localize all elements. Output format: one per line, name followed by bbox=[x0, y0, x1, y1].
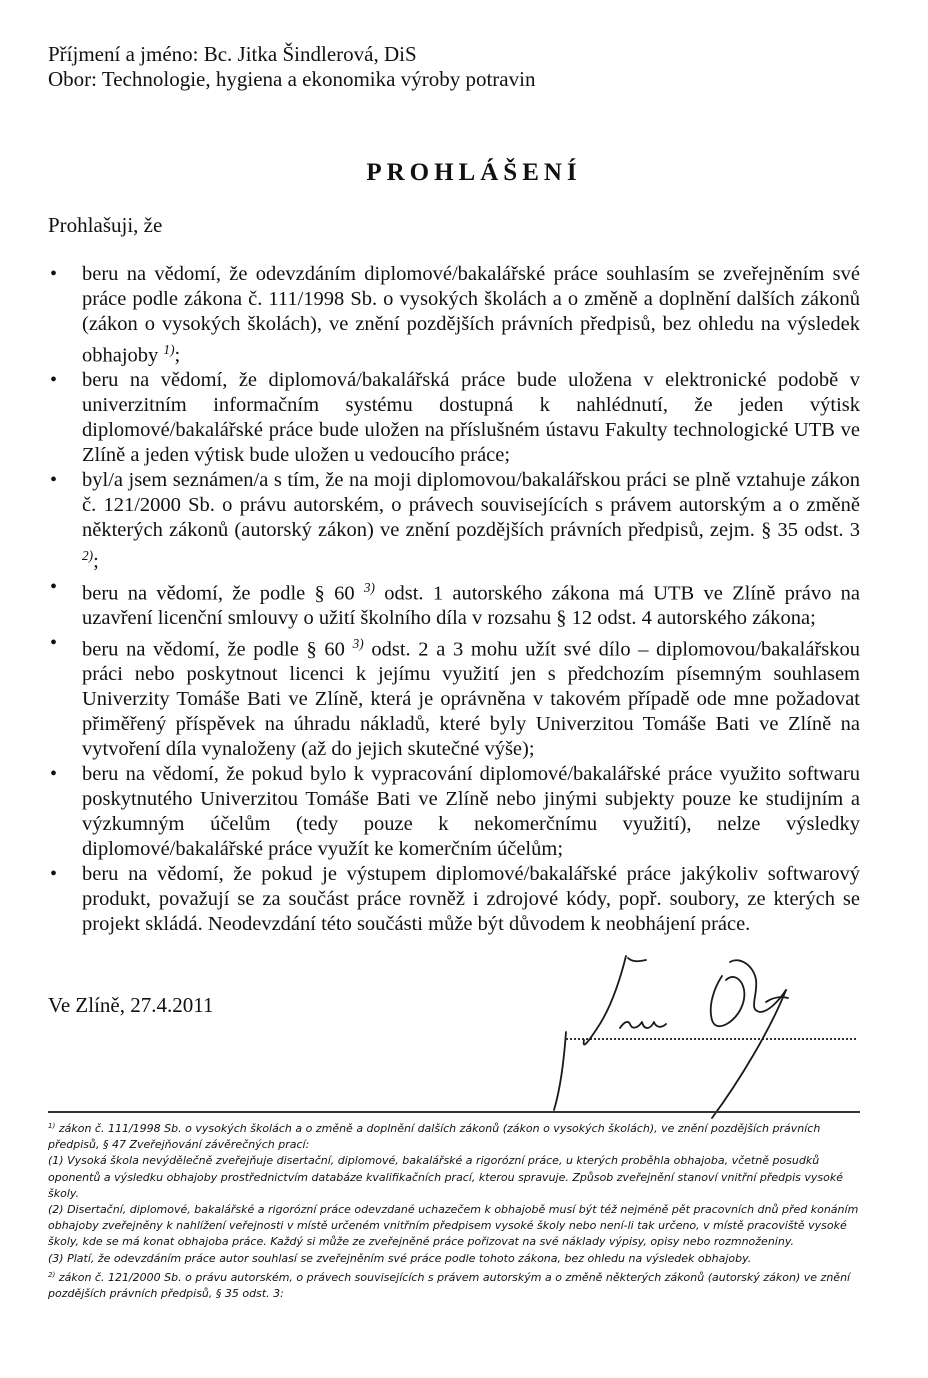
footnotes bbox=[48, 1118, 860, 1302]
intro-text: Prohlašuji, že bbox=[48, 213, 163, 237]
declaration-item: • beru na vědomí, že podle § 60 $^{3)}$ odst. 1 autorského zákona má UTB ve Zlíně právo na uzavření licenční smlouvy o užití školního díla v rozsahu § 12 odst. 4 autorského zákona; bbox=[50, 575, 860, 629]
bullet-icon: • bbox=[50, 575, 58, 598]
bullet-icon: • bbox=[50, 263, 58, 285]
declaration-item: • beru na vědomí, že odevzdáním diplomové/bakalářské práce souhlasím se zveřejněním své práce podle zákona č. 111/1998 Sb. o vysokých školách a o změně a doplnění dalších zákonů (zákon o vysokých školách), ve znění pozdějších právních předpisů, bez ohledu na výsledek obhajoby $^{1)}$; bbox=[50, 263, 860, 367]
declaration-item: • beru na vědomí, že pokud je výstupem diplomové/bakalářské práce jakýkoliv softwarový produkt, považují se za součást práce rovněž i zdrojové kódy, popř. soubory, ze kterých se projekt skládá. Neodevzdání této součásti může být důvodem k neobhájení práce. bbox=[50, 863, 860, 936]
name-line: Příjmení a jméno: Bc. Jitka Šindlerová, DiS bbox=[48, 42, 417, 66]
footnote: (1) Vysoká škola nevýdělečně zveřejňuje disertační, diplomové, bakalářské a rigorózní práce, u kterých proběhla obhajoba, včetně posudků oponentů a výsledku obhajoby prostřednictvím databáze kvalifikačních prací, kterou spravuje. Způsob zveřejnění stanoví vnitřní předpis vysoké školy. bbox=[48, 1154, 844, 1200]
declaration-item: • beru na vědomí, že pokud bylo k vypracování diplomové/bakalářské práce využito softwaru poskytnutého Univerzitou Tomáše Bati ve Zlíně nebo jinými subjekty pouze ke studijním a výzkumným účelům (tedy pouze k nekomerčnímu využití), nelze výsledky diplomové/bakalářské práce využít ke komerčním účelům; bbox=[50, 763, 860, 861]
bullet-icon: • bbox=[50, 469, 58, 492]
footnote: $^{1)}$ zákon č. 111/1998 Sb. o vysokých školách a o změně a doplnění dalších zákonů (zákon o vysokých školách), ve znění pozdějších právních předpisů, § 47 Zveřejňování závěrečných prací: bbox=[48, 1121, 821, 1152]
field-line: Obor: Technologie, hygiena a ekonomika výroby potravin bbox=[48, 67, 536, 91]
handwritten-signature bbox=[540, 950, 860, 1120]
declaration-item: • beru na vědomí, že diplomová/bakalářská práce bude uložena v elektronické podobě v univerzitním informačním systému dostupná k nahlédnutí, že jeden výtisk diplomové/bakalářské práce bude uložen na příslušném ústavu Fakulty technologické UTB ve Zlíně a jeden výtisk bude uložen u vedoucího práce; bbox=[50, 369, 860, 467]
bullet-icon: • bbox=[50, 631, 58, 654]
footnote: (2) Disertační, diplomové, bakalářské a rigorózní práce odevzdané uchazečem k obhajobě musí být též nejméně pět pracovních dnů před konáním obhajoby zveřejněny k nahlížení veřejnosti v místě určeném vnitřním předpisem vysoké školy nebo není-li tak určeno, v místě pracoviště vysoké školy, kde se má konat obhajoba práce. Každý si může ze zveřejněné práce pořizovat na své náklady výpisy, opisy nebo rozmnoženiny. bbox=[48, 1202, 859, 1249]
declaration-item: • byl/a jsem seznámen/a s tím, že na moji diplomovou/bakalářskou práci se plně vztahuje zákon č. 121/2000 Sb. o právu autorském, o právech souvisejících s právem autorským a o změně některých zákonů (autorský zákon) ve znění pozdějších právních předpisů, zejm. § 35 odst. 3 $^{2)}$; bbox=[50, 469, 860, 573]
footnote-divider bbox=[48, 1111, 860, 1113]
bullet-icon: • bbox=[50, 369, 58, 392]
page-title: PROHLÁŠENÍ bbox=[366, 159, 582, 186]
bullet-icon: • bbox=[50, 863, 58, 886]
document-header bbox=[48, 42, 535, 92]
footnote: $^{2)}$ zákon č. 121/2000 Sb. o právu autorském, o právech souvisejících s právem autorským a o změně některých zákonů (autorský zákon) ve znění pozdějších právních předpisů, § 35 odst. 3: bbox=[48, 1269, 851, 1300]
bullet-icon: • bbox=[50, 763, 58, 786]
declaration-item: • beru na vědomí, že podle § 60 $^{3)}$ odst. 2 a 3 mohu užít své dílo – diplomovou/bakalářskou práci nebo poskytnout licenci k jejímu využití jen s předchozím písemným souhlasem Univerzity Tomáše Bati ve Zlíně, která je oprávněna v takovém případě ode mne požadovat přiměřený příspěvek na úhradu nákladů, které byly Univerzitou Tomáše Bati ve Zlíně na vytvoření díla vynaloženy (až do jejich skutečné výše); bbox=[50, 631, 860, 761]
place-date: Ve Zlíně, 27.4.2011 bbox=[48, 993, 214, 1017]
declaration-list bbox=[48, 262, 860, 937]
footnote: (3) Platí, že odevzdáním práce autor souhlasí se zveřejněním své práce podle tohoto zákona, bez ohledu na výsledek obhajoby. bbox=[48, 1251, 752, 1265]
